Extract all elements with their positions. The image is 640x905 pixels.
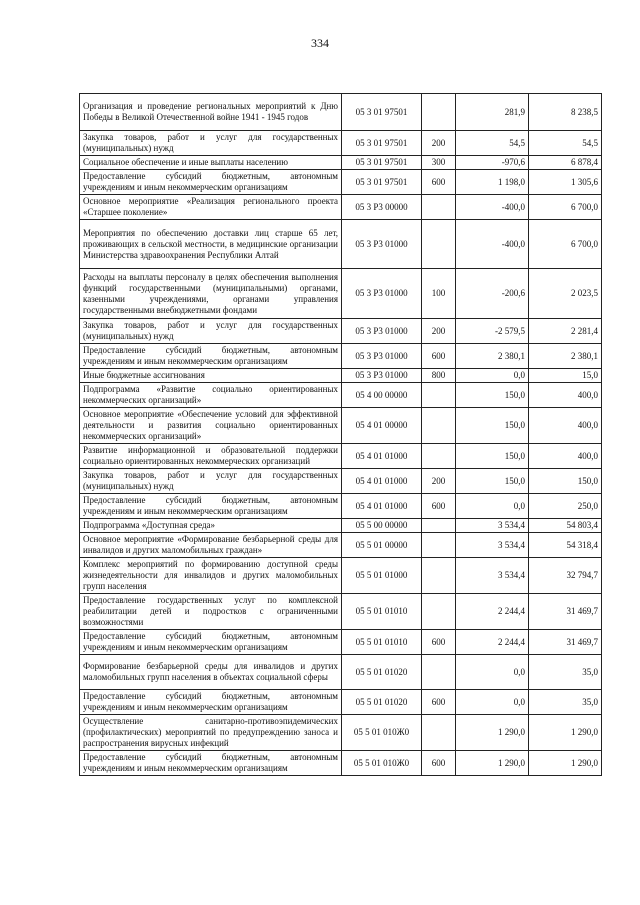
row-code-cell: 05 5 01 010Ж0	[342, 715, 422, 751]
budget-table	[79, 93, 602, 776]
row-change-amount-cell: 54,5	[456, 131, 529, 156]
table-row	[80, 94, 602, 131]
row-code-cell: 05 5 01 01020	[342, 690, 422, 715]
table-row	[80, 156, 602, 170]
row-name-cell: Предоставление субсидий бюджетным, автономным учреждениям и иным некоммерческим организациям	[80, 170, 342, 195]
row-name-cell: Закупка товаров, работ и услуг для государственных (муниципальных) нужд	[80, 319, 342, 344]
table-row	[80, 269, 602, 319]
row-total-amount-cell: 31 469,7	[529, 594, 602, 630]
row-change-amount-cell: 150,0	[456, 444, 529, 469]
table-row	[80, 715, 602, 751]
row-change-amount-cell: -400,0	[456, 195, 529, 220]
row-expense-type-cell	[422, 408, 456, 444]
row-total-amount-cell: 35,0	[529, 690, 602, 715]
row-code-cell: 05 3 P3 00000	[342, 195, 422, 220]
row-name-cell: Предоставление субсидий бюджетным, автономным учреждениям и иным некоммерческим организациям	[80, 751, 342, 776]
row-name-cell: Подпрограмма «Развитие социально ориентированных некоммерческих организаций»	[80, 383, 342, 408]
table-row	[80, 751, 602, 776]
row-expense-type-cell: 200	[422, 319, 456, 344]
row-code-cell: 05 5 00 00000	[342, 519, 422, 533]
row-total-amount-cell: 2 023,5	[529, 269, 602, 319]
row-change-amount-cell: -200,6	[456, 269, 529, 319]
row-expense-type-cell	[422, 94, 456, 131]
row-expense-type-cell: 300	[422, 156, 456, 170]
row-change-amount-cell: 0,0	[456, 369, 529, 383]
row-total-amount-cell: 150,0	[529, 469, 602, 494]
row-name-cell: Предоставление субсидий бюджетным, автономным учреждениям и иным некоммерческим организациям	[80, 494, 342, 519]
row-name-cell: Предоставление субсидий бюджетным, автономным учреждениям и иным некоммерческим организациям	[80, 344, 342, 369]
row-code-cell: 05 4 00 00000	[342, 383, 422, 408]
row-name-cell: Основное мероприятие «Обеспечение условий для эффективной деятельности и развития социально ориентированных некоммерческих организаций»	[80, 408, 342, 444]
row-code-cell: 05 4 01 01000	[342, 444, 422, 469]
row-total-amount-cell: 250,0	[529, 494, 602, 519]
row-change-amount-cell: 3 534,4	[456, 533, 529, 558]
table-row	[80, 369, 602, 383]
row-name-cell: Мероприятия по обеспечению доставки лиц старше 65 лет, проживающих в сельской местности, в медицинские организации Министерства здравоохранения Республики Алтай	[80, 220, 342, 269]
table-row	[80, 444, 602, 469]
row-name-cell: Предоставление субсидий бюджетным, автономным учреждениям и иным некоммерческим организациям	[80, 690, 342, 715]
row-total-amount-cell: 8 238,5	[529, 94, 602, 131]
row-total-amount-cell: 6 700,0	[529, 195, 602, 220]
row-change-amount-cell: 3 534,4	[456, 519, 529, 533]
row-total-amount-cell: 32 794,7	[529, 558, 602, 594]
row-code-cell: 05 4 01 01000	[342, 469, 422, 494]
table-row	[80, 195, 602, 220]
row-total-amount-cell: 2 281,4	[529, 319, 602, 344]
table-row	[80, 558, 602, 594]
row-code-cell: 05 5 01 010Ж0	[342, 751, 422, 776]
table-row	[80, 519, 602, 533]
row-code-cell: 05 4 01 01000	[342, 494, 422, 519]
table-row	[80, 344, 602, 369]
table-row	[80, 131, 602, 156]
row-name-cell: Организация и проведение региональных мероприятий к Дню Победы в Великой Отечественной войне 1941 - 1945 годов	[80, 94, 342, 131]
row-expense-type-cell	[422, 533, 456, 558]
row-code-cell: 05 3 P3 01000	[342, 269, 422, 319]
row-expense-type-cell: 100	[422, 269, 456, 319]
table-row	[80, 630, 602, 655]
row-name-cell: Осуществление санитарно-противоэпидемических (профилактических) мероприятий по предупреждению заноса и распространения вирусных инфекций	[80, 715, 342, 751]
row-change-amount-cell: 2 244,4	[456, 594, 529, 630]
row-total-amount-cell: 1 305,6	[529, 170, 602, 195]
row-total-amount-cell: 6 878,4	[529, 156, 602, 170]
row-expense-type-cell	[422, 655, 456, 690]
table-row	[80, 220, 602, 269]
row-total-amount-cell: 1 290,0	[529, 751, 602, 776]
row-total-amount-cell: 400,0	[529, 383, 602, 408]
row-change-amount-cell: 0,0	[456, 690, 529, 715]
row-expense-type-cell	[422, 383, 456, 408]
row-expense-type-cell	[422, 594, 456, 630]
row-expense-type-cell	[422, 519, 456, 533]
row-code-cell: 05 3 P3 01000	[342, 319, 422, 344]
row-name-cell: Закупка товаров, работ и услуг для государственных (муниципальных) нужд	[80, 469, 342, 494]
row-total-amount-cell: 31 469,7	[529, 630, 602, 655]
row-change-amount-cell: 281,9	[456, 94, 529, 131]
row-change-amount-cell: -970,6	[456, 156, 529, 170]
row-expense-type-cell: 600	[422, 690, 456, 715]
row-change-amount-cell: -400,0	[456, 220, 529, 269]
row-change-amount-cell: 0,0	[456, 494, 529, 519]
row-name-cell: Социальное обеспечение и иные выплаты населению	[80, 156, 342, 170]
row-expense-type-cell	[422, 444, 456, 469]
row-name-cell: Комплекс мероприятий по формированию доступной среды жизнедеятельности для инвалидов и других маломобильных групп населения	[80, 558, 342, 594]
row-expense-type-cell: 200	[422, 131, 456, 156]
row-name-cell: Основное мероприятие «Формирование безбарьерной среды для инвалидов и других маломобильных граждан»	[80, 533, 342, 558]
table-row	[80, 533, 602, 558]
row-name-cell: Развитие информационной и образовательной поддержки социально ориентированных некоммерческих организаций	[80, 444, 342, 469]
row-expense-type-cell: 800	[422, 369, 456, 383]
row-total-amount-cell: 6 700,0	[529, 220, 602, 269]
row-code-cell: 05 3 P3 01000	[342, 369, 422, 383]
row-total-amount-cell: 54 318,4	[529, 533, 602, 558]
row-name-cell: Иные бюджетные ассигнования	[80, 369, 342, 383]
row-name-cell: Закупка товаров, работ и услуг для государственных (муниципальных) нужд	[80, 131, 342, 156]
row-change-amount-cell: 1 198,0	[456, 170, 529, 195]
row-total-amount-cell: 54 803,4	[529, 519, 602, 533]
row-change-amount-cell: 2 380,1	[456, 344, 529, 369]
table-row	[80, 469, 602, 494]
row-total-amount-cell: 54,5	[529, 131, 602, 156]
row-name-cell: Расходы на выплаты персоналу в целях обеспечения выполнения функций государственными (муниципальными) органами, казенными учреждениями, органами управления государственными внебюджетными фондами	[80, 269, 342, 319]
row-total-amount-cell: 400,0	[529, 444, 602, 469]
row-name-cell: Предоставление субсидий бюджетным, автономным учреждениям и иным некоммерческим организациям	[80, 630, 342, 655]
row-expense-type-cell: 600	[422, 344, 456, 369]
row-total-amount-cell: 35,0	[529, 655, 602, 690]
row-total-amount-cell: 400,0	[529, 408, 602, 444]
table-row	[80, 383, 602, 408]
row-change-amount-cell: 3 534,4	[456, 558, 529, 594]
table-row	[80, 494, 602, 519]
row-code-cell: 05 5 01 01020	[342, 655, 422, 690]
row-code-cell: 05 4 01 00000	[342, 408, 422, 444]
row-total-amount-cell: 1 290,0	[529, 715, 602, 751]
row-code-cell: 05 5 01 01000	[342, 558, 422, 594]
row-code-cell: 05 3 01 97501	[342, 131, 422, 156]
row-expense-type-cell	[422, 715, 456, 751]
row-change-amount-cell: 1 290,0	[456, 715, 529, 751]
table-row	[80, 408, 602, 444]
row-code-cell: 05 3 01 97501	[342, 94, 422, 131]
row-expense-type-cell	[422, 558, 456, 594]
row-name-cell: Подпрограмма «Доступная среда»	[80, 519, 342, 533]
row-code-cell: 05 5 01 01010	[342, 630, 422, 655]
row-change-amount-cell: 150,0	[456, 383, 529, 408]
row-expense-type-cell: 600	[422, 494, 456, 519]
row-expense-type-cell	[422, 220, 456, 269]
row-expense-type-cell: 600	[422, 630, 456, 655]
row-code-cell: 05 3 01 97501	[342, 156, 422, 170]
row-change-amount-cell: -2 579,5	[456, 319, 529, 344]
row-code-cell: 05 5 01 01010	[342, 594, 422, 630]
row-total-amount-cell: 15,0	[529, 369, 602, 383]
row-expense-type-cell: 200	[422, 469, 456, 494]
row-change-amount-cell: 1 290,0	[456, 751, 529, 776]
table-row	[80, 319, 602, 344]
row-change-amount-cell: 2 244,4	[456, 630, 529, 655]
row-name-cell: Предоставление государственных услуг по комплексной реабилитации детей и подростков с ограниченными возможностями	[80, 594, 342, 630]
table-row	[80, 170, 602, 195]
row-code-cell: 05 3 P3 01000	[342, 344, 422, 369]
row-total-amount-cell: 2 380,1	[529, 344, 602, 369]
row-name-cell: Формирование безбарьерной среды для инвалидов и других маломобильных групп населения в объектах социальной сферы	[80, 655, 342, 690]
budget-table-body	[80, 94, 602, 776]
table-row	[80, 690, 602, 715]
row-code-cell: 05 3 P3 01000	[342, 220, 422, 269]
row-name-cell: Основное мероприятие «Реализация регионального проекта «Старшее поколение»	[80, 195, 342, 220]
table-row	[80, 655, 602, 690]
row-expense-type-cell: 600	[422, 751, 456, 776]
table-row	[80, 594, 602, 630]
row-change-amount-cell: 150,0	[456, 408, 529, 444]
row-code-cell: 05 5 01 00000	[342, 533, 422, 558]
row-expense-type-cell: 600	[422, 170, 456, 195]
row-change-amount-cell: 150,0	[456, 469, 529, 494]
row-change-amount-cell: 0,0	[456, 655, 529, 690]
row-code-cell: 05 3 01 97501	[342, 170, 422, 195]
page-number: 334	[311, 36, 329, 50]
row-expense-type-cell	[422, 195, 456, 220]
